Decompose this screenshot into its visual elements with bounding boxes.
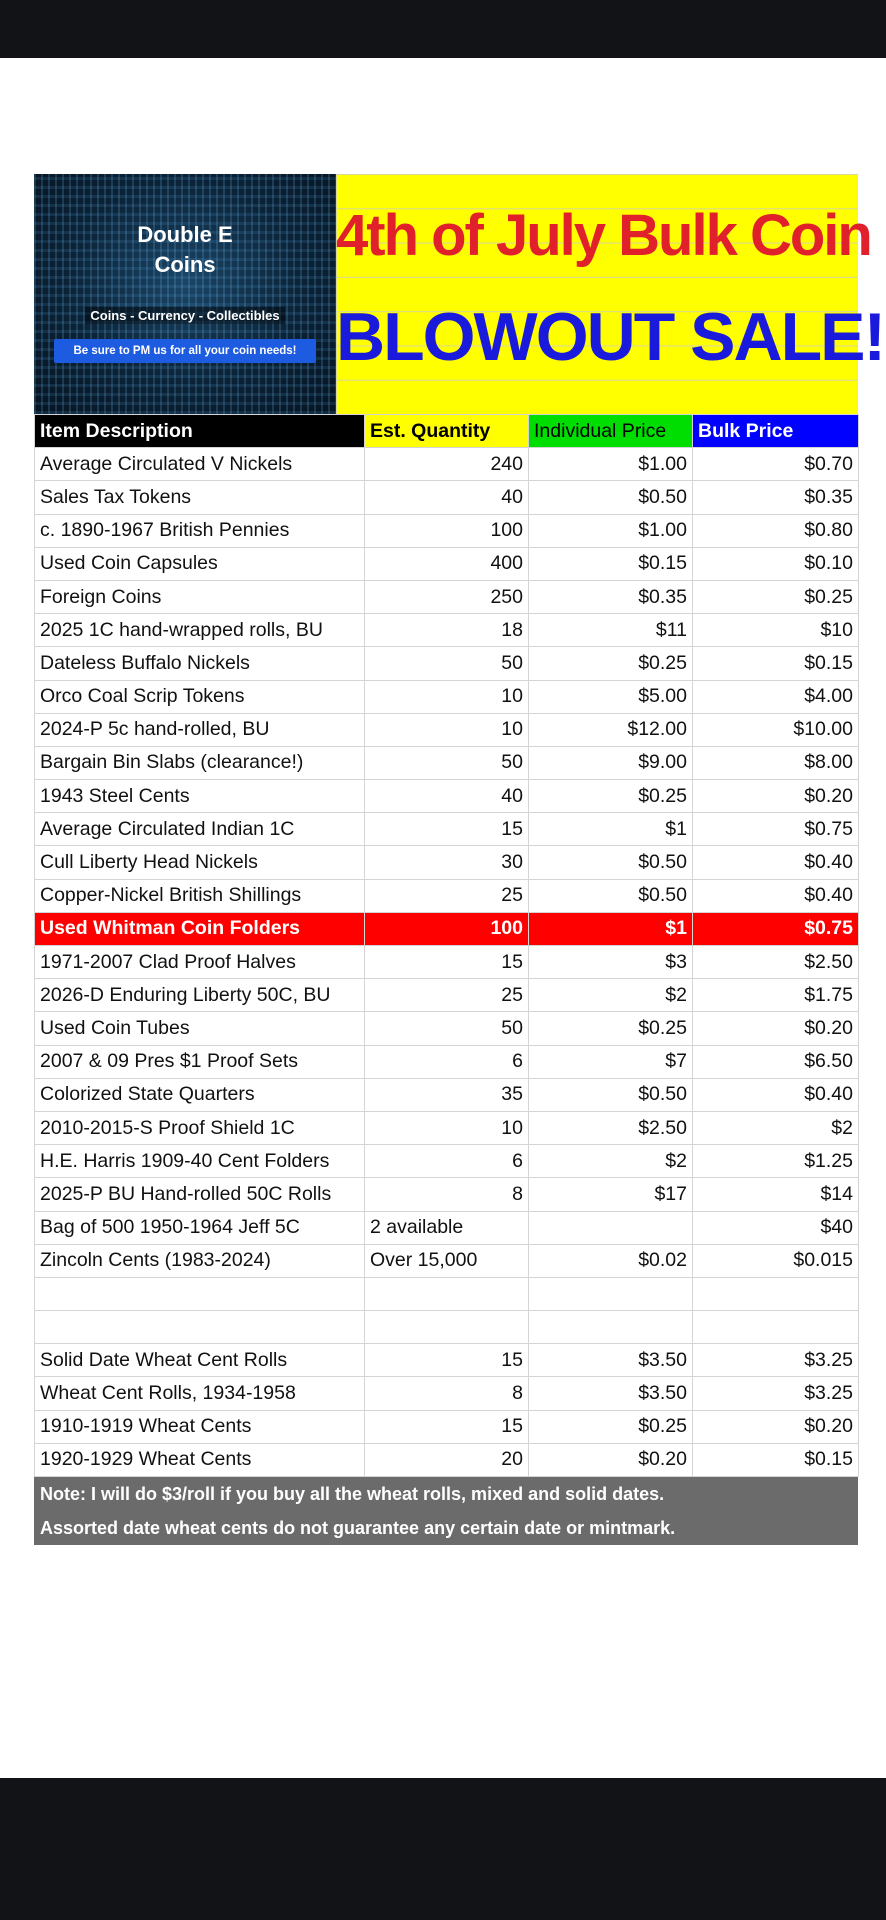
cell-individual-price: $1.00: [529, 514, 693, 547]
table-row: [35, 1078, 859, 1111]
cell-bulk-price: $4.00: [693, 680, 859, 713]
cell-item: Dateless Buffalo Nickels: [35, 647, 365, 680]
logo-tagline: [34, 308, 336, 323]
cell-bulk-price: $10: [693, 614, 859, 647]
cell-item: 1920-1929 Wheat Cents: [35, 1443, 365, 1476]
cell-individual-price: [529, 1211, 693, 1244]
cell-bulk-price: $0.20: [693, 780, 859, 813]
cell-individual-price: $7: [529, 1045, 693, 1078]
cell-bulk-price: $8.00: [693, 746, 859, 779]
cell-individual-price: $5.00: [529, 680, 693, 713]
cell-item: 2024-P 5c hand-rolled, BU: [35, 713, 365, 746]
cell-bulk-price: $0.20: [693, 1410, 859, 1443]
cell-individual-price: $0.25: [529, 647, 693, 680]
empty-row: [35, 1311, 859, 1344]
table-row: [35, 1145, 859, 1178]
table-row: [35, 713, 859, 746]
table-row: [35, 448, 859, 481]
cell-bulk-price: $0.75: [693, 912, 859, 945]
cell-bulk-price: $0.40: [693, 879, 859, 912]
cell-bulk-price: $0.75: [693, 813, 859, 846]
cell-bulk-price: $14: [693, 1178, 859, 1211]
cell-individual-price: $0.50: [529, 846, 693, 879]
table-row: [35, 912, 859, 945]
cell-bulk-price: $0.25: [693, 580, 859, 613]
cell-quantity: 40: [365, 780, 529, 813]
cell-individual-price: $0.50: [529, 879, 693, 912]
table-row: [35, 946, 859, 979]
cell-item: Colorized State Quarters: [35, 1078, 365, 1111]
cell-quantity: 6: [365, 1045, 529, 1078]
cell-item: 2007 & 09 Pres $1 Proof Sets: [35, 1045, 365, 1078]
cell-quantity: 8: [365, 1377, 529, 1410]
table-row: [35, 1443, 859, 1476]
cell-bulk-price: $0.40: [693, 1078, 859, 1111]
cell-quantity: 15: [365, 813, 529, 846]
table-row: [35, 547, 859, 580]
table-row: [35, 1178, 859, 1211]
cell-bulk-price: $6.50: [693, 1045, 859, 1078]
cell-bulk-price: $0.70: [693, 448, 859, 481]
cell-bulk-price: $1.25: [693, 1145, 859, 1178]
cell-item: H.E. Harris 1909-40 Cent Folders: [35, 1145, 365, 1178]
cell-individual-price: $3: [529, 946, 693, 979]
header-bulk-price: Bulk Price: [693, 415, 859, 448]
table-header-row: [35, 415, 859, 448]
cell-item: Orco Coal Scrip Tokens: [35, 680, 365, 713]
table-row: [35, 514, 859, 547]
table-row: [35, 1111, 859, 1144]
table-row: [35, 746, 859, 779]
cell-individual-price: $9.00: [529, 746, 693, 779]
cell-item: Zincoln Cents (1983-2024): [35, 1244, 365, 1277]
cell-individual-price: $3.50: [529, 1377, 693, 1410]
header-individual-price: Individual Price: [529, 415, 693, 448]
cell-item: Copper-Nickel British Shillings: [35, 879, 365, 912]
headline-panel: [336, 174, 885, 414]
main-rows: [35, 448, 859, 1278]
cell-individual-price: $2.50: [529, 1111, 693, 1144]
table-row: [35, 1344, 859, 1377]
cell-quantity: 240: [365, 448, 529, 481]
cell-individual-price: $0.50: [529, 1078, 693, 1111]
logo-line-2: Coins: [154, 252, 216, 277]
cell-quantity: 30: [365, 846, 529, 879]
table-row: [35, 1377, 859, 1410]
cell-individual-price: $0.25: [529, 1012, 693, 1045]
cell-item: Bargain Bin Slabs (clearance!): [35, 746, 365, 779]
cell-item: 2010-2015-S Proof Shield 1C: [35, 1111, 365, 1144]
table-row: [35, 647, 859, 680]
header-item-description: Item Description: [35, 415, 365, 448]
spacer-rows: [35, 1277, 859, 1343]
cell-individual-price: $0.02: [529, 1244, 693, 1277]
cell-individual-price: $2: [529, 1145, 693, 1178]
bottom-nav-bar: [0, 1778, 886, 1920]
cell-item: Bag of 500 1950-1964 Jeff 5C: [35, 1211, 365, 1244]
cell-quantity: Over 15,000: [365, 1244, 529, 1277]
cell-item: 1910-1919 Wheat Cents: [35, 1410, 365, 1443]
cell-bulk-price: $0.80: [693, 514, 859, 547]
cell-quantity: 18: [365, 614, 529, 647]
logo-title: [34, 220, 336, 280]
banner: [34, 174, 885, 414]
cell-bulk-price: $0.40: [693, 846, 859, 879]
cell-item: Foreign Coins: [35, 580, 365, 613]
cell-bulk-price: $0.015: [693, 1244, 859, 1277]
headline-line-1: 4th of July Bulk Coin: [336, 203, 871, 268]
cell-bulk-price: $2.50: [693, 946, 859, 979]
top-status-bar: [0, 0, 886, 58]
logo-tagline-text: Coins - Currency - Collectibles: [85, 307, 284, 324]
table-row: [35, 580, 859, 613]
table-row: [35, 846, 859, 879]
table-row: [35, 879, 859, 912]
table-row: [35, 780, 859, 813]
cell-item: 1971-2007 Clad Proof Halves: [35, 946, 365, 979]
cell-item: Cull Liberty Head Nickels: [35, 846, 365, 879]
cell-item: Average Circulated Indian 1C: [35, 813, 365, 846]
cell-individual-price: $0.15: [529, 547, 693, 580]
cell-bulk-price: $2: [693, 1111, 859, 1144]
cell-quantity: 40: [365, 481, 529, 514]
cell-individual-price: $17: [529, 1178, 693, 1211]
cell-item: 2026-D Enduring Liberty 50C, BU: [35, 979, 365, 1012]
cell-individual-price: $3.50: [529, 1344, 693, 1377]
wheat-rows: [35, 1344, 859, 1477]
cell-item: Solid Date Wheat Cent Rolls: [35, 1344, 365, 1377]
empty-row: [35, 1277, 859, 1310]
cell-item: 2025-P BU Hand-rolled 50C Rolls: [35, 1178, 365, 1211]
cell-quantity: 6: [365, 1145, 529, 1178]
cell-individual-price: $0.50: [529, 481, 693, 514]
cell-quantity: 250: [365, 580, 529, 613]
table-row: [35, 813, 859, 846]
price-table: [34, 414, 859, 1477]
table-row: [35, 614, 859, 647]
cell-item: Wheat Cent Rolls, 1934-1958: [35, 1377, 365, 1410]
cell-individual-price: $1: [529, 912, 693, 945]
cell-item: 1943 Steel Cents: [35, 780, 365, 813]
cell-quantity: 10: [365, 680, 529, 713]
table-row: [35, 1012, 859, 1045]
cell-quantity: 15: [365, 946, 529, 979]
table-row: [35, 680, 859, 713]
notes: [34, 1477, 858, 1545]
note-line-2: Assorted date wheat cents do not guarantee any certain date or mintmark.: [34, 1511, 858, 1545]
cell-item: c. 1890-1967 British Pennies: [35, 514, 365, 547]
cell-item: Sales Tax Tokens: [35, 481, 365, 514]
cell-quantity: 100: [365, 514, 529, 547]
pm-note-badge: Be sure to PM us for all your coin needs!: [54, 339, 316, 363]
cell-quantity: 10: [365, 1111, 529, 1144]
cell-individual-price: $0.20: [529, 1443, 693, 1476]
cell-item: 2025 1C hand-wrapped rolls, BU: [35, 614, 365, 647]
headline-line-2: BLOWOUT SALE!: [336, 299, 885, 375]
cell-individual-price: $0.25: [529, 780, 693, 813]
cell-item: Average Circulated V Nickels: [35, 448, 365, 481]
cell-quantity: 100: [365, 912, 529, 945]
cell-individual-price: $1.00: [529, 448, 693, 481]
cell-quantity: 25: [365, 879, 529, 912]
cell-quantity: 2 available: [365, 1211, 529, 1244]
cell-item: Used Coin Tubes: [35, 1012, 365, 1045]
cell-quantity: 10: [365, 713, 529, 746]
cell-quantity: 25: [365, 979, 529, 1012]
table-row: [35, 481, 859, 514]
cell-bulk-price: $0.35: [693, 481, 859, 514]
cell-individual-price: $1: [529, 813, 693, 846]
cell-bulk-price: $0.15: [693, 1443, 859, 1476]
cell-quantity: 8: [365, 1178, 529, 1211]
cell-quantity: 50: [365, 1012, 529, 1045]
cell-bulk-price: $0.20: [693, 1012, 859, 1045]
header-est-quantity: Est. Quantity: [365, 415, 529, 448]
cell-bulk-price: $10.00: [693, 713, 859, 746]
cell-item: Used Coin Capsules: [35, 547, 365, 580]
cell-item: Used Whitman Coin Folders: [35, 912, 365, 945]
cell-quantity: 35: [365, 1078, 529, 1111]
price-sheet: [34, 174, 885, 1545]
cell-individual-price: $11: [529, 614, 693, 647]
note-line-1: Note: I will do $3/roll if you buy all the wheat rolls, mixed and solid dates.: [34, 1477, 858, 1511]
table-row: [35, 1045, 859, 1078]
logo-line-1: Double E: [137, 222, 233, 247]
cell-individual-price: $0.35: [529, 580, 693, 613]
cell-individual-price: $12.00: [529, 713, 693, 746]
table-row: [35, 979, 859, 1012]
cell-quantity: 400: [365, 547, 529, 580]
cell-individual-price: $2: [529, 979, 693, 1012]
cell-quantity: 50: [365, 746, 529, 779]
table-row: [35, 1244, 859, 1277]
cell-bulk-price: $3.25: [693, 1344, 859, 1377]
cell-individual-price: $0.25: [529, 1410, 693, 1443]
cell-quantity: 50: [365, 647, 529, 680]
cell-bulk-price: $0.10: [693, 547, 859, 580]
table-row: [35, 1410, 859, 1443]
cell-quantity: 15: [365, 1344, 529, 1377]
cell-bulk-price: $1.75: [693, 979, 859, 1012]
logo-panel: [34, 174, 336, 414]
cell-bulk-price: $40: [693, 1211, 859, 1244]
cell-quantity: 15: [365, 1410, 529, 1443]
table-row: [35, 1211, 859, 1244]
cell-bulk-price: $0.15: [693, 647, 859, 680]
cell-bulk-price: $3.25: [693, 1377, 859, 1410]
cell-quantity: 20: [365, 1443, 529, 1476]
